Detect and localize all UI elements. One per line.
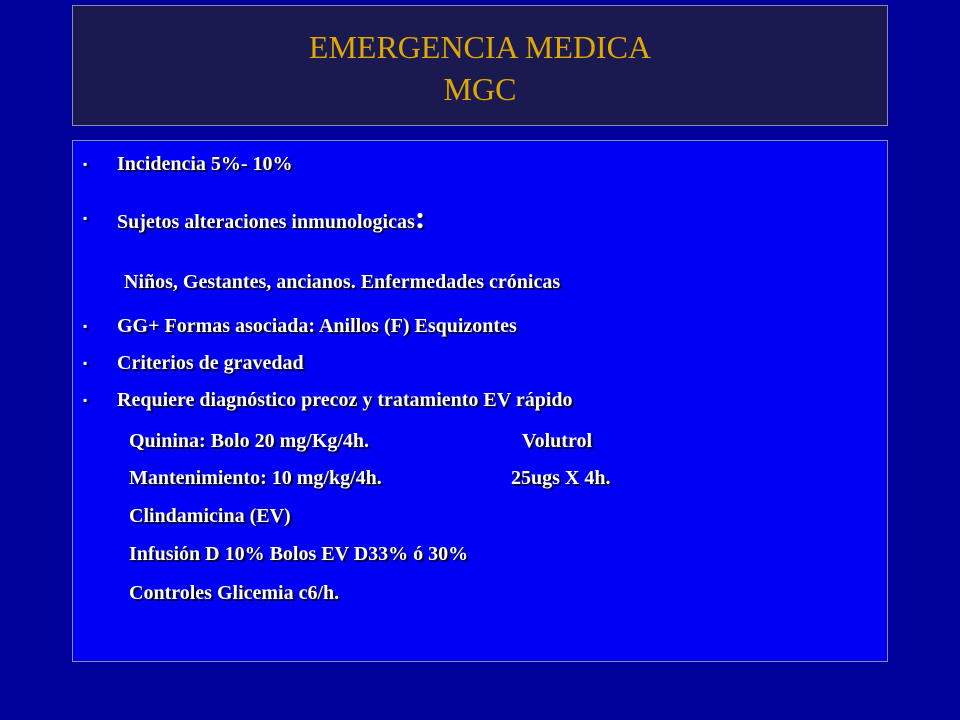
sub-line-grupos: Niños, Gestantes, ancianos. Enfermedades crónicas: [124, 271, 561, 293]
sub-line-controles: Controles Glicemia c6/h.: [129, 582, 340, 604]
bullet-text: Requiere diagnóstico precoz y tratamiento EV rápido: [117, 389, 573, 411]
bullet-text: Sujetos alteraciones inmunologicas:: [117, 199, 426, 235]
mantenimiento-text: Mantenimiento: 10 mg/kg/4h.: [129, 467, 382, 489]
slide-title: [72, 5, 888, 126]
bullet-text: GG+ Formas asociada: Anillos (F) Esquizontes: [117, 315, 517, 337]
large-colon: :: [414, 199, 426, 235]
sub-line-clindamicina: Clindamicina (EV): [129, 505, 291, 527]
square-bullet-icon: ▪: [83, 319, 88, 333]
square-bullet-icon: ▪: [83, 211, 88, 225]
square-bullet-icon: ▪: [83, 393, 88, 407]
square-bullet-icon: ▪: [83, 157, 88, 171]
bullet-text: Criterios de gravedad: [117, 352, 304, 374]
quinina-text: Quinina: Bolo 20 mg/Kg/4h.: [129, 430, 370, 452]
title-line-2: MGC: [443, 71, 517, 107]
sub-line-mantenimiento: [129, 467, 611, 490]
square-bullet-icon: ▪: [83, 356, 88, 370]
sub-line-infusion: Infusión D 10% Bolos EV D33% ó 30%: [129, 543, 469, 565]
volutrol-text: Volutrol: [522, 430, 593, 452]
content-panel: [72, 140, 888, 662]
title-line-1: EMERGENCIA MEDICA: [308, 29, 652, 65]
dose-text: 25ugs X 4h.: [511, 467, 611, 489]
sub-line-quinina: [129, 430, 593, 453]
bullet-text: Incidencia 5%- 10%: [117, 153, 293, 175]
